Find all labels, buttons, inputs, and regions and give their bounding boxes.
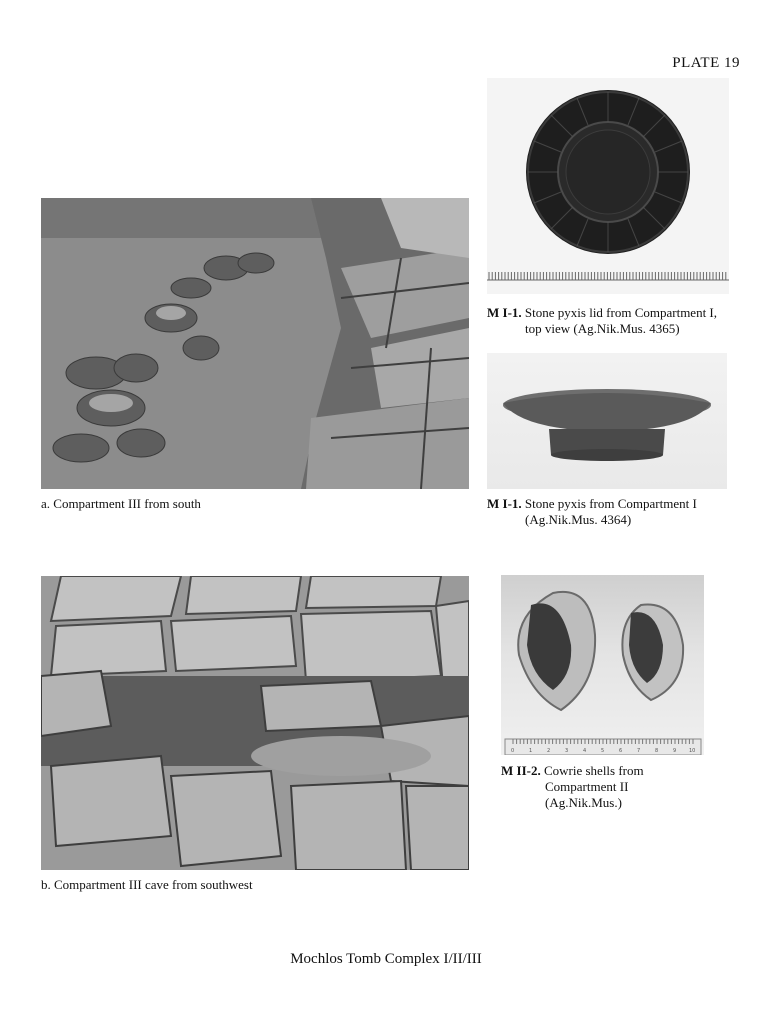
pyxis-caption-line1: Stone pyxis from Compartment I — [524, 496, 697, 511]
cowrie-caption-line1: Cowrie shells from — [543, 763, 644, 778]
cave-southwest-photo — [41, 576, 469, 870]
scale-number-2: 2 — [547, 748, 551, 754]
scale-number-9: 9 — [673, 748, 677, 754]
scale-number-5: 5 — [601, 748, 605, 754]
scale-number-10: 10 — [689, 748, 696, 754]
scale-number-0: 0 — [511, 748, 515, 754]
page-footer: Mochlos Tomb Complex I/II/III — [290, 951, 482, 967]
cowrie-caption-line2: Compartment II — [545, 779, 629, 794]
cowrie-label: M II-2. — [501, 763, 541, 778]
scale-number-7: 7 — [637, 748, 641, 754]
scale-number-4: 4 — [583, 748, 587, 754]
photo-b-caption: b. Compartment III cave from southwest — [41, 877, 253, 892]
pyxis-side-photo — [487, 353, 727, 489]
cowrie-caption-line3: (Ag.Nik.Mus.) — [545, 795, 622, 810]
cowrie-shells-photo — [501, 575, 704, 755]
scale-number-3: 3 — [565, 748, 569, 754]
pyxis-caption-line2: (Ag.Nik.Mus. 4364) — [525, 512, 632, 527]
compartment-south-photo — [41, 198, 469, 489]
pyxis-lid-photo — [487, 78, 729, 294]
pyxis-lid-caption-line2: top view (Ag.Nik.Mus. 4365) — [525, 321, 680, 336]
scale-number-1: 1 — [529, 748, 533, 754]
pyxis-caption — [487, 496, 747, 528]
cowrie-caption — [501, 763, 741, 811]
photo-a-caption: a. Compartment III from south — [41, 496, 201, 511]
pyxis-label: M I-1. — [487, 496, 522, 511]
pyxis-lid-caption-line1: Stone pyxis lid from Compartment I, — [524, 305, 718, 320]
scale-number-8: 8 — [655, 748, 659, 754]
plate-title: PLATE 19 — [672, 55, 740, 71]
scale-number-6: 6 — [619, 748, 623, 754]
pyxis-lid-caption — [487, 305, 747, 337]
pyxis-lid-label: M I-1. — [487, 305, 522, 320]
